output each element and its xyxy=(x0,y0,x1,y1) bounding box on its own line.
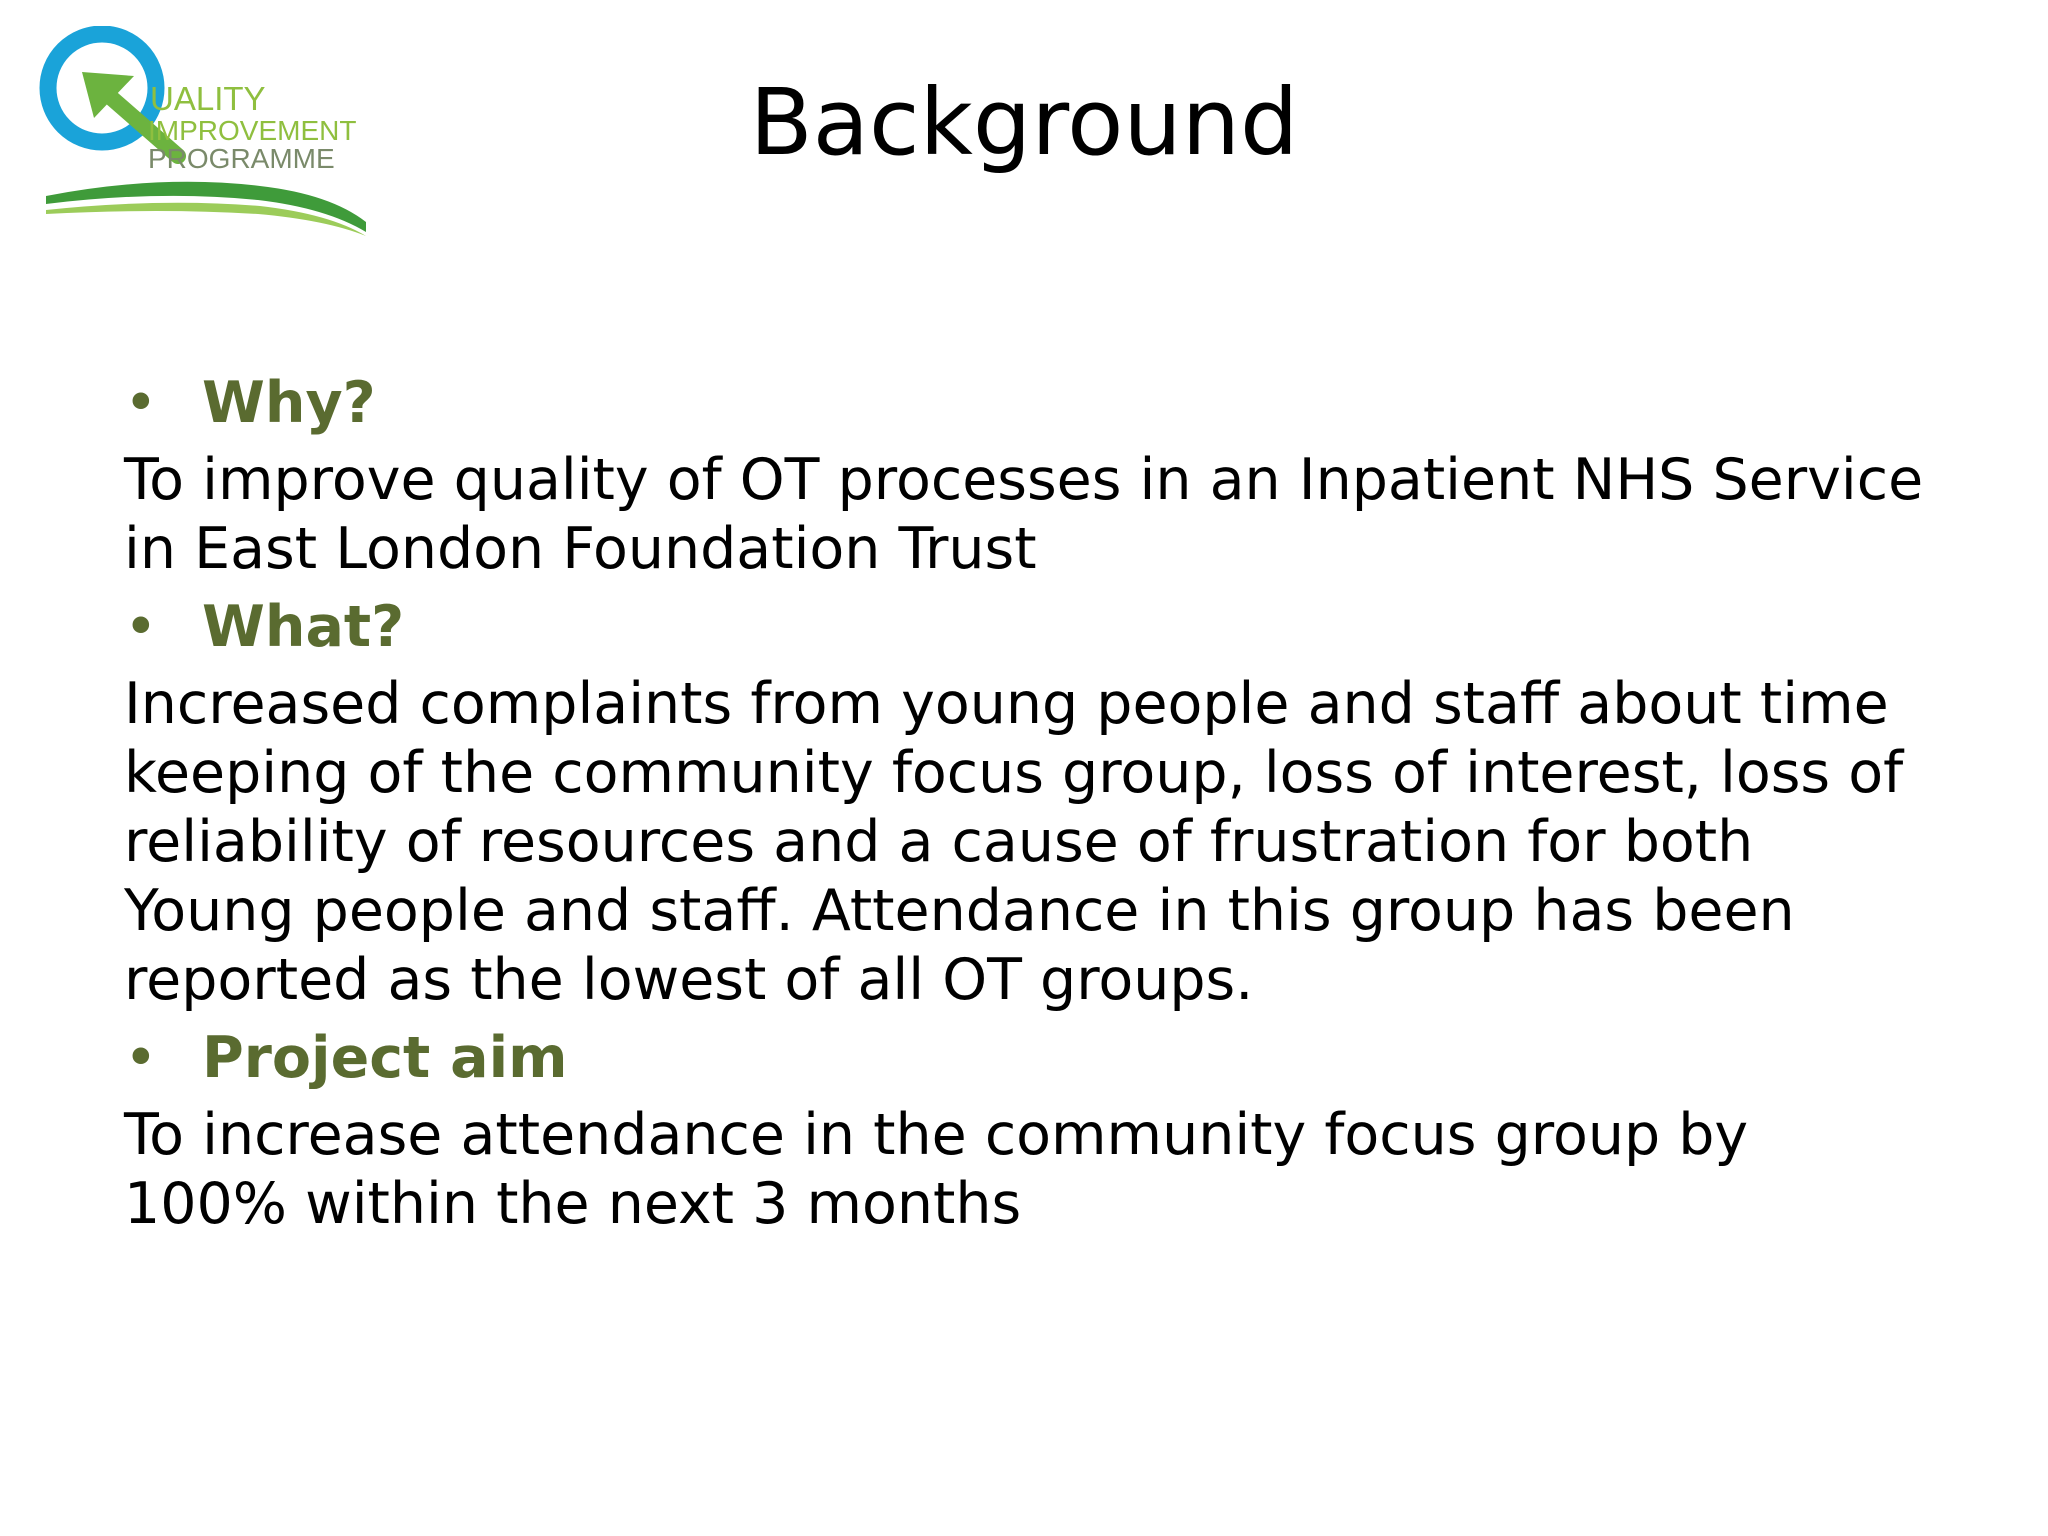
bullet-dot: • xyxy=(124,1025,158,1091)
bullet-dot: • xyxy=(124,594,158,660)
paragraph-what: Increased complaints from young people and staff about time keeping of the community focus group, loss of interest, loss of reliability of resources and a cause of frustration for both Young people and staff. Attendance in this group has been reported as the lowest of all OT groups. xyxy=(124,671,1904,1013)
bullet-heading-why xyxy=(124,366,1964,440)
bullet-heading-project-aim xyxy=(124,1021,1964,1095)
heading-project-aim: Project aim xyxy=(202,1025,568,1091)
logo-text-line1: UALITY xyxy=(150,80,266,117)
logo-text-line3: PROGRAMME xyxy=(148,143,335,174)
heading-why: Why? xyxy=(202,370,376,436)
bullet-dot: • xyxy=(124,370,158,436)
paragraph-project-aim: To increase attendance in the community focus group by 100% within the next 3 months xyxy=(124,1102,1749,1237)
paragraph-why: To improve quality of OT processes in an Inpatient NHS Service in East London Foundation Trust xyxy=(124,447,1924,582)
logo-text-line2: IMPROVEMENT xyxy=(148,115,357,146)
heading-what: What? xyxy=(202,594,405,660)
slide-title: Background xyxy=(749,69,1299,176)
bullet-heading-what xyxy=(124,590,1964,664)
slide-content xyxy=(124,360,1964,1239)
